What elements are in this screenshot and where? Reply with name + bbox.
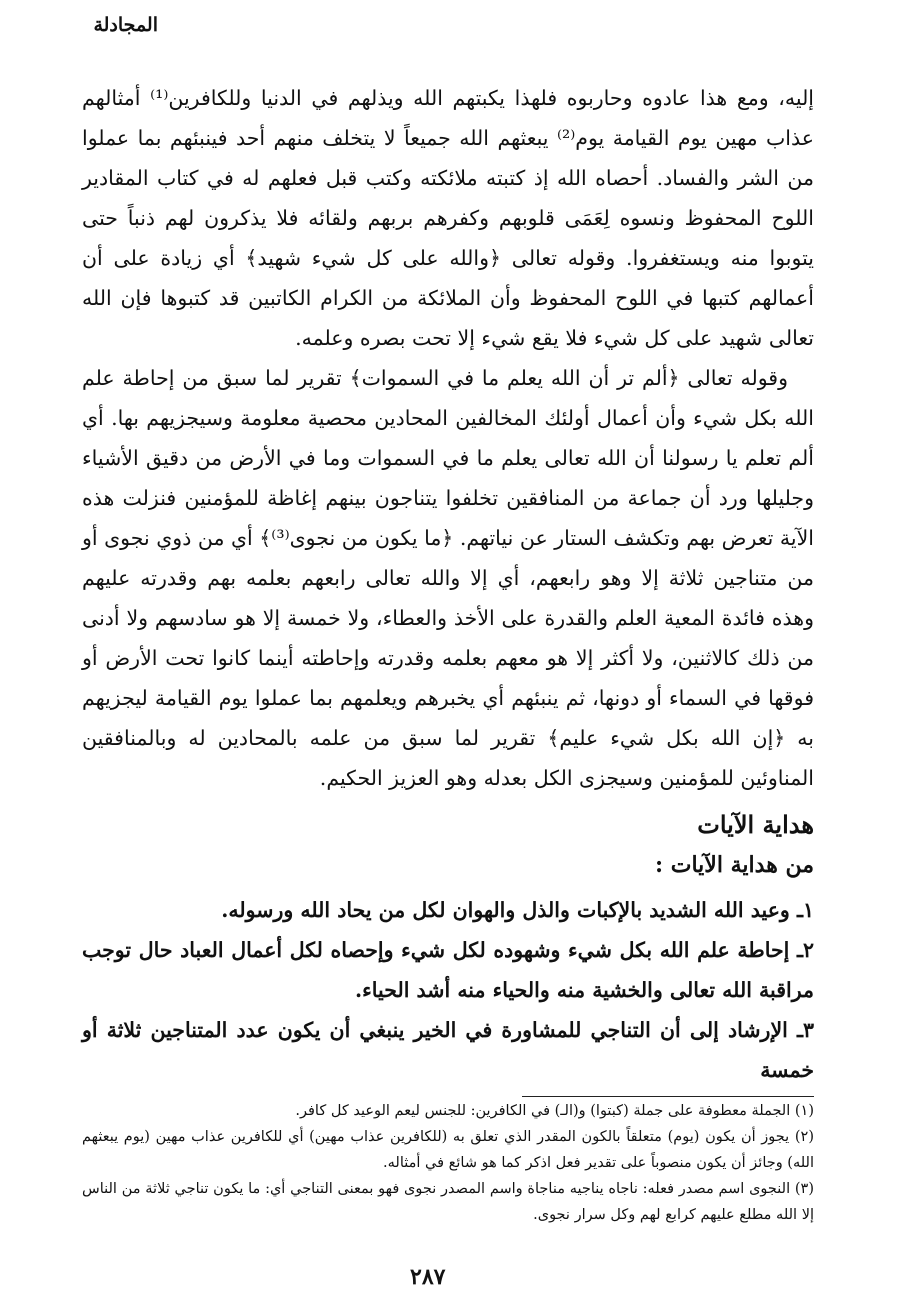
footnote-item: (١) الجملة معطوفة على جملة (كبتوا) و(الـ) في الكافرين: للجنس ليعم الوعيد كل كافر. — [295, 1103, 814, 1119]
lesson-item: ١ـ وعيد الله الشديد بالإكبات والذل والهوان لكل من يحاد الله ورسوله. — [221, 898, 814, 922]
commentary-paragraph: إليه، ومع هذا عادوه وحاربوه فلهذا يكبتهم الله ويذلهم في الدنيا وللكافرين⁽¹⁾ أمثالهم عذاب مهين يوم القيامة يوم⁽²⁾ يبعثهم الله جميعاً لا يتخلف منهم أحد فينبئهم بما عملوا من الشر والفساد. أحصاه الله إذ كتبته ملائكته وكتب قبل فعلهم له في كتاب المقادير اللوح المحفوظ ونسوه لِعَمَى قلوبهم وكفرهم بربهم ولقائه فلا يذكرون لهم ذنباً حتى يتوبوا منه ويستغفروا. وقوله تعالى ﴿والله على كل شيء شهيد﴾ أي زيادة على أن أعمالهم كتبها في اللوح المحفوظ وأن الملائكة من الكرام الكاتبين قد كتبوها فإن الله تعالى شهيد على كل شيء فلا يقع شيء إلا تحت بصره وعلمه. — [82, 86, 815, 350]
footnote-item: (٣) النجوى اسم مصدر فعله: ناجاه يناجيه مناجاة واسم المصدر نجوى فهو بمعنى التناجي أي: ما يكون تناجي ثلاثة من الناس إلا الله مطلع عليهم كرابع لهم وكل سرار نجوى. — [82, 1181, 814, 1223]
commentary-paragraph: وقوله تعالى ﴿ألم تر أن الله يعلم ما في السموات﴾ تقرير لما سبق من إحاطة علم الله بكل شيء وأن أعمال أولئك المخالفين المحادين محصية معلومة وسيجزيهم بها. أي ألم تعلم يا رسولنا أن الله تعالى يعلم ما في السموات وما في الأرض من دقيق الأشياء وجليلها ورد أن جماعة من المنافقين تخلفوا يتناجون بينهم إغاظة للمؤمنين فنزلت هذه الآية تعرض بهم وتكشف الستار عن نياتهم. ﴿ما يكون من نجوى⁽³⁾﴾ أي من ذوي نجوى أو من متناجين ثلاثة إلا وهو رابعهم، أي إلا والله تعالى رابعهم بعلمه بهم وقدرته عليهم وهذه فائدة المعية العلم والقدرة على الأخذ والعطاء، ولا خمسة إلا هو سادسهم ولا أدنى من ذلك كالاثنين، ولا أكثر إلا هو معهم بعلمه وقدرته وإحاطته أينما كانوا تحت الأرض أو فوقها في السماء أو دونها، ثم ينبئهم أي يخبرهم ويعلمهم بما عملوا يوم القيامة ليجزيهم به ﴿إن الله بكل شيء عليم﴾ تقرير لما سبق من علمه بالمحادين له وبالمنافقين المناوئين للمؤمنين وسيجزى الكل بعدله وهو العزيز الحكيم. — [82, 366, 814, 790]
subsection-heading: من هداية الآيات : — [654, 852, 814, 878]
lesson-item: ٢ـ إحاطة علم الله بكل شيء وشهوده لكل شيء وإحصاه لكل أعمال العباد حال توجب مراقبة الله تعالى والخشية منه والحياء منه أشد الحياء. — [82, 938, 814, 1002]
section-heading: هداية الآيات — [697, 810, 814, 839]
footnote-item: (٢) يجوز أن يكون (يوم) متعلقاً بالكون المقدر الذي تعلق به (للكافرين عذاب مهين) أي للكافرين عذاب مهين (يوم يبعثهم الله) وجائز أن يكون منصوباً على تقدير فعل اذكر كما هو شائع في أمثاله. — [82, 1129, 814, 1171]
page-number: ٢٨٧ — [410, 1264, 446, 1290]
running-header-title: المجادلة — [93, 14, 158, 36]
footnote-divider — [522, 1096, 814, 1097]
main-commentary — [82, 78, 814, 798]
footnotes — [82, 1098, 814, 1228]
lesson-item: ٣ـ الإرشاد إلى أن التناجي للمشاورة في الخير ينبغي أن يكون عدد المتناجين ثلاثة أو خمسة — [82, 1018, 814, 1082]
lessons-list — [82, 890, 814, 1090]
